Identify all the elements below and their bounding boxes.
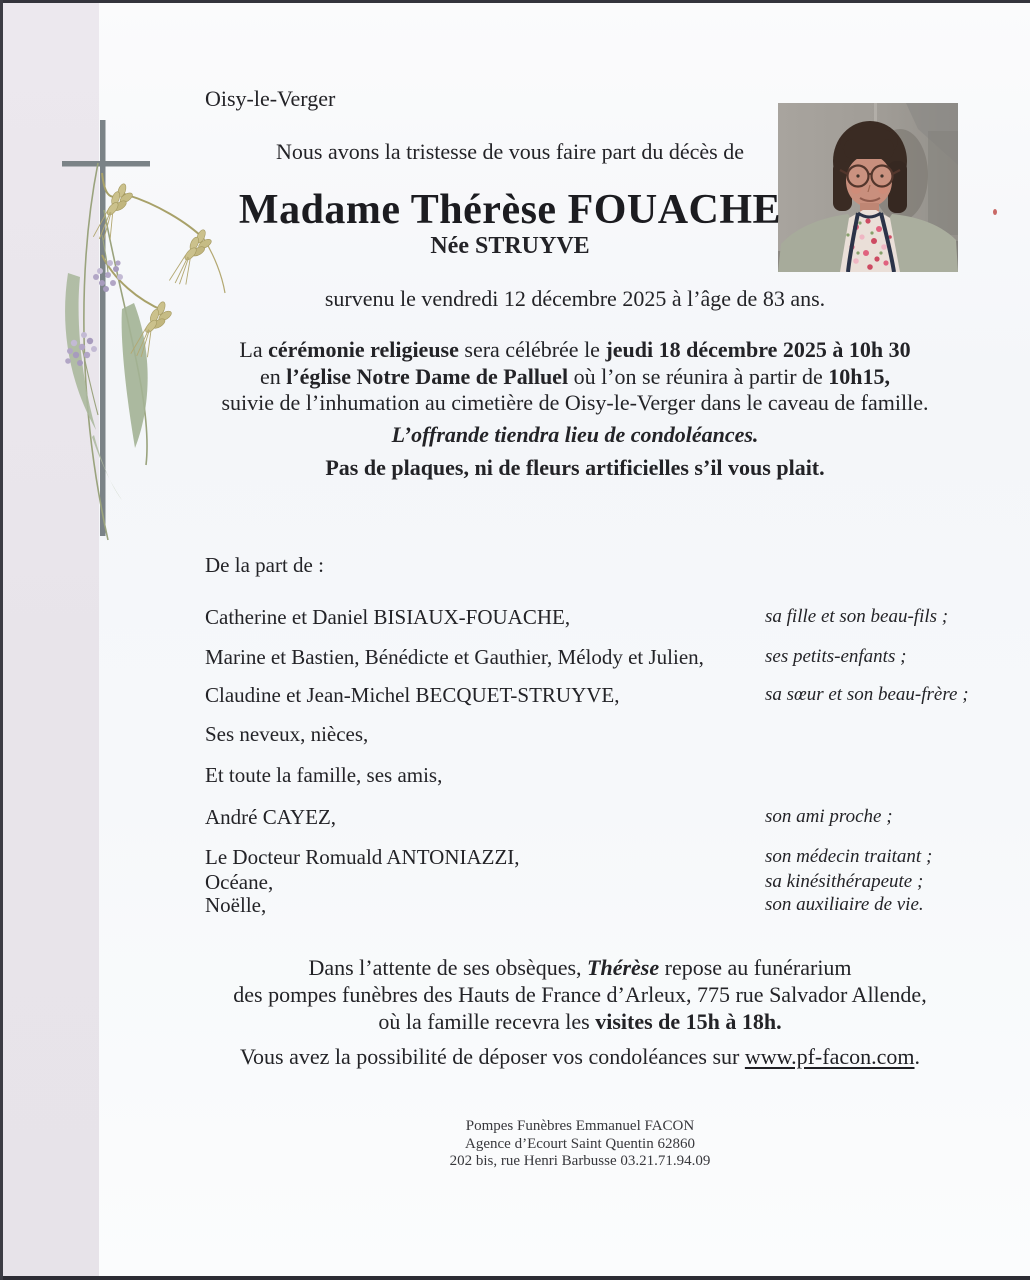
- maiden-name: Née STRUYVE: [430, 233, 590, 259]
- no-flowers-line: Pas de plaques, ni de fleurs artificielles s’il vous plait.: [325, 455, 825, 480]
- family-name: Noëlle,: [205, 893, 267, 917]
- funerarium-line-1: [160, 954, 1000, 981]
- footer-agency: Agence d’Ecourt Saint Quentin 62860: [465, 1135, 695, 1152]
- ceremony-line-2: [160, 364, 990, 391]
- scan-bottom-edge: [0, 1276, 1030, 1280]
- funerarium-line-3: [160, 1008, 1000, 1035]
- ceremony-line-3: suivie de l’inhumation au cimetière de Oisy-le-Verger dans le caveau de famille.: [221, 390, 929, 415]
- text-segment: où l’on se réunira à partir de: [568, 363, 829, 389]
- leaf: [122, 303, 148, 448]
- family-name: Océane,: [205, 870, 274, 894]
- family-row: [205, 722, 965, 747]
- deceased-name: Madame Thérèse FOUACHE: [238, 187, 782, 233]
- text-segment: sera célébrée le: [458, 337, 606, 362]
- death-line: survenu le vendredi 12 décembre 2025 à l’âge de 83 ans.: [324, 286, 826, 311]
- text-segment-bold: jeudi 18 décembre 2025 à 10h 30: [605, 337, 911, 362]
- text-segment: Dans l’attente de ses obsèques,: [308, 955, 588, 980]
- family-relation: sa sœur et son beau-frère ;: [765, 684, 969, 705]
- family-row: [205, 805, 965, 830]
- family-name: Le Docteur Romuald ANTONIAZZI,: [205, 845, 520, 869]
- family-relation: son ami proche ;: [765, 806, 893, 827]
- text-segment: .: [914, 1044, 920, 1069]
- text-segment-bold: cérémonie religieuse: [268, 337, 459, 362]
- scan-top-edge: [0, 0, 1030, 3]
- text-segment-bold: 10h15,: [828, 363, 891, 389]
- from-label: De la part de :: [205, 553, 324, 577]
- family-relation: sa fille et son beau-fils ;: [765, 606, 949, 627]
- text-segment: où la famille recevra les: [378, 1009, 596, 1034]
- family-name: Ses neveux, nièces,: [205, 722, 369, 746]
- ceremony-paragraph: [160, 337, 990, 417]
- family-name: Claudine et Jean-Michel BECQUET-STRUYVE,: [205, 683, 620, 707]
- condolences-link[interactable]: www.pf-facon.com: [744, 1044, 915, 1069]
- intro-line: Nous avons la tristesse de vous faire part du décès de: [276, 139, 744, 164]
- family-relation: sa kinésithérapeute ;: [765, 871, 924, 892]
- text-segment: La: [239, 337, 269, 362]
- family-list: [205, 603, 969, 933]
- text-segment-bold: l’église Notre Dame de Palluel: [286, 363, 569, 389]
- scan-left-edge: [0, 0, 3, 1280]
- text-segment: Vous avez la possibilité de déposer vos condoléances sur: [240, 1044, 745, 1069]
- family-row: [205, 870, 965, 895]
- family-row: [205, 845, 965, 870]
- funeral-home-footer: [160, 1118, 1000, 1171]
- text-segment-bold: visites de 15h à 18h.: [595, 1009, 782, 1034]
- condolences-line: [160, 1044, 1000, 1070]
- funerarium-paragraph: [160, 954, 1000, 1035]
- text-segment: en: [259, 363, 287, 389]
- family-name: André CAYEZ,: [205, 805, 337, 829]
- ceremony-line-1: [160, 337, 990, 364]
- family-row: [205, 683, 969, 708]
- leaf: [92, 435, 122, 500]
- family-row: [205, 893, 965, 918]
- family-relation: ses petits-enfants ;: [765, 646, 907, 667]
- scan-artifact-dot: [993, 209, 997, 215]
- family-relation: son médecin traitant ;: [765, 846, 933, 867]
- text-segment: repose au funérarium: [659, 955, 852, 980]
- cross-horizontal-bar: [62, 161, 150, 167]
- family-row: [205, 605, 965, 630]
- family-row: [205, 763, 965, 788]
- family-relation: son auxiliaire de vie.: [765, 894, 924, 915]
- footer-company: Pompes Funèbres Emmanuel FACON: [465, 1118, 695, 1134]
- footer-address-phone: 202 bis, rue Henri Barbusse 03.21.71.94.09: [449, 1153, 711, 1169]
- deceased-first-name: Thérèse: [587, 955, 660, 980]
- funerarium-line-2: des pompes funèbres des Hauts de France d’Arleux, 775 rue Salvador Allende,: [233, 982, 927, 1007]
- offering-line: L’offrande tiendra lieu de condoléances.: [391, 422, 759, 447]
- flower-cluster: [93, 260, 123, 292]
- city-line: Oisy-le-Verger: [205, 86, 336, 111]
- family-name: Et toute la famille, ses amis,: [205, 763, 443, 787]
- family-name: Catherine et Daniel BISIAUX-FOUACHE,: [205, 605, 571, 629]
- family-row: [205, 645, 965, 670]
- family-name: Marine et Bastien, Bénédicte et Gauthier, Mélody et Julien,: [205, 645, 704, 669]
